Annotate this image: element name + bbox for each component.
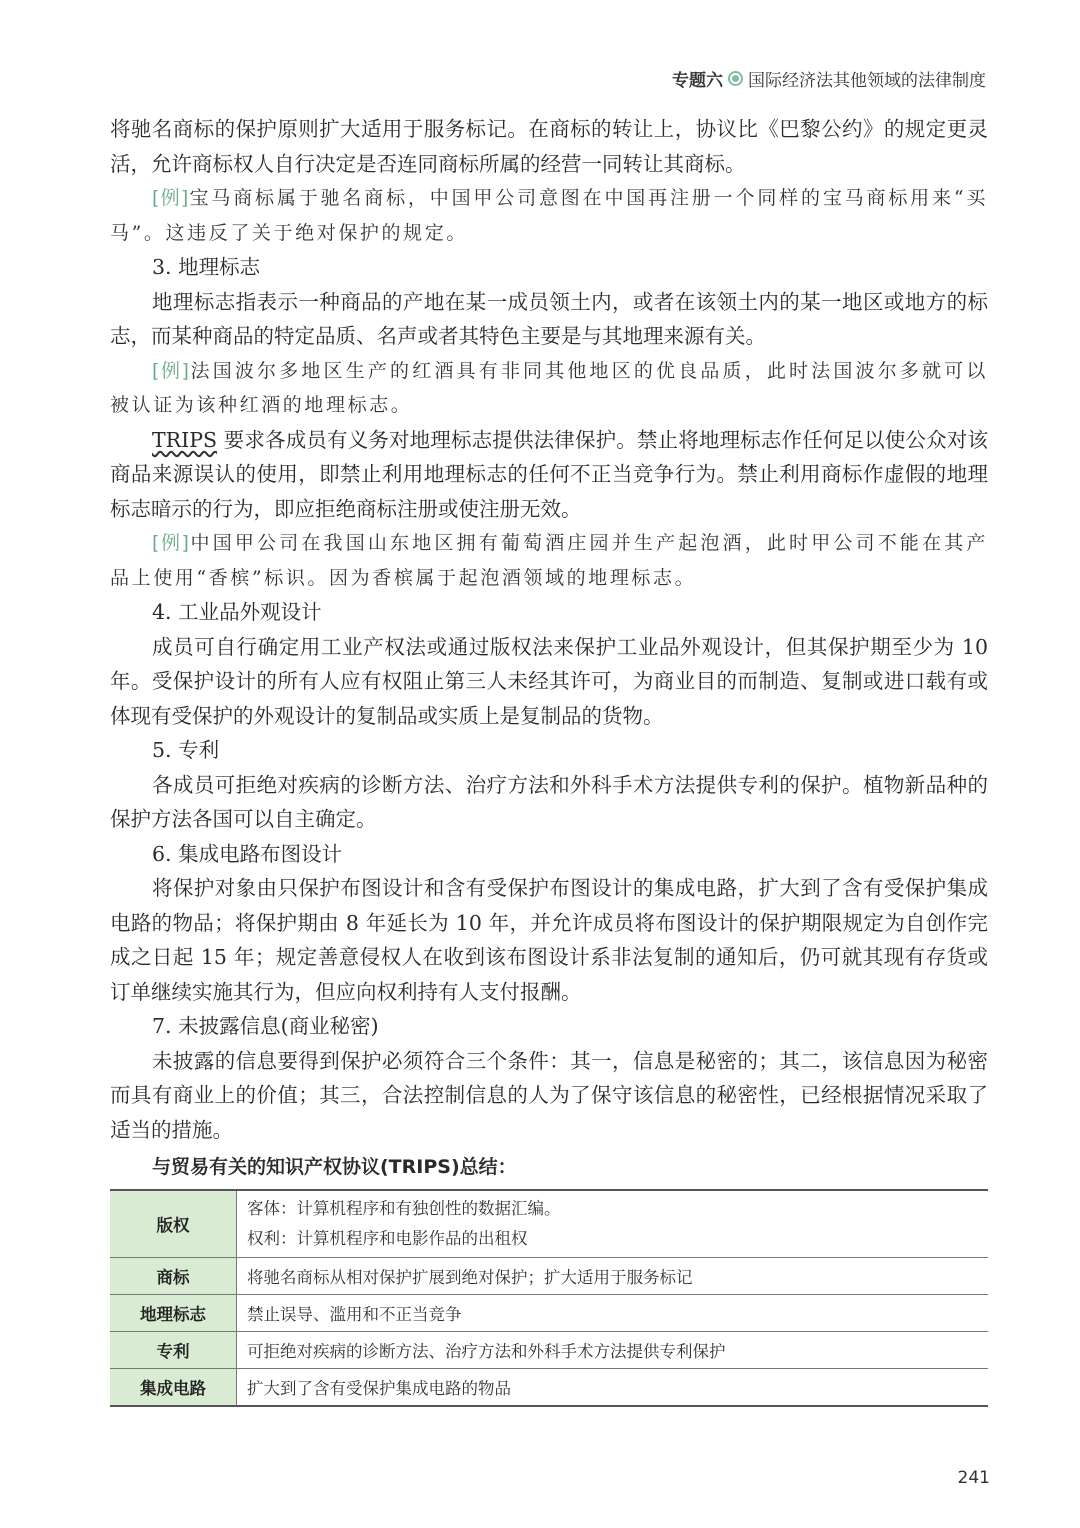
summary-title: 与贸易有关的知识产权协议(TRIPS)总结： — [152, 1156, 517, 1178]
category-cell: 商标 — [110, 1258, 237, 1295]
category-cell: 版权 — [110, 1190, 237, 1258]
example-tag: [例] — [152, 187, 190, 209]
running-header — [672, 66, 986, 91]
section-heading-patent: 5. 专利 — [152, 738, 220, 762]
category-cell: 专利 — [110, 1332, 237, 1369]
example-bmw — [110, 181, 988, 250]
example-tag: [例] — [152, 532, 190, 554]
summary-table — [110, 1189, 988, 1407]
table-row — [110, 1332, 988, 1369]
page-number: 241 — [957, 1468, 990, 1488]
description-cell — [237, 1190, 989, 1258]
paragraph-text: 要求各成员有义务对地理标志提供法律保护。禁止将地理标志作任何足以使公众对该商品来源误认的使用，即禁止利用地理标志的任何不正当竞争行为。禁止利用商标作虚假的地理标志暗示的行为，即应拒绝商标注册或使注册无效。 — [110, 427, 988, 521]
description-cell: 扩大到了含有受保护集成电路的物品 — [247, 1379, 511, 1398]
table-row — [110, 1258, 988, 1295]
description-line: 客体：计算机程序和有独创性的数据汇编。 — [247, 1199, 561, 1218]
paragraph-design: 成员可自行确定用工业产权法或通过版权法来保护工业品外观设计，但其保护期至少为 10 年。受保护设计的所有人应有权阻止第三人未经其许可，为商业目的而制造、复制或进口载有或体现有受保护的外观设计的复制品或实质上是复制品的货物。 — [110, 634, 988, 728]
table-row — [110, 1295, 988, 1332]
paragraph-secret: 未披露的信息要得到保护必须符合三个条件：其一，信息是秘密的；其二，该信息因为秘密而具有商业上的价值；其三，合法控制信息的人为了保守该信息的秘密性，已经根据情况采取了适当的措施。 — [110, 1048, 988, 1142]
section-heading-circuit: 6. 集成电路布图设计 — [152, 841, 343, 866]
circle-bullet-icon — [728, 71, 743, 86]
description-cell: 可拒绝对疾病的诊断方法、治疗方法和外科手术方法提供专利保护 — [237, 1332, 989, 1369]
description-line: 权利：计算机程序和电影作品的出租权 — [247, 1229, 528, 1248]
example-text: 法国波尔多地区生产的红酒具有非同其他地区的优良品质，此时法国波尔多就可以被认证为该种红酒的地理标志。 — [110, 359, 988, 416]
section-heading-design: 4. 工业品外观设计 — [152, 600, 322, 624]
section-heading-geo: 3. 地理标志 — [152, 255, 261, 279]
header-title: 国际经济法其他领域的法律制度 — [748, 71, 986, 91]
paragraph-circuit: 将保护对象由只保护布图设计和含有受保护布图设计的集成电路，扩大到了含有受保护集成电路的物品；将保护期由 8 年延长为 10 年，并允许成员将布图设计的保护期限规定为自创作完成之日起 15 年；规定善意侵权人在收到该布图设计系非法复制的通知后，仍可就其现有存货或订单继续实施其行为，但应向权利持有人支付报酬。 — [110, 876, 988, 1004]
example-champagne — [110, 526, 988, 595]
description-cell: 禁止误导、滥用和不正当竞争 — [237, 1295, 989, 1332]
example-bordeaux — [110, 354, 988, 423]
category-cell: 集成电路 — [110, 1369, 237, 1407]
description-cell: 将驰名商标从相对保护扩展到绝对保护；扩大适用于服务标记 — [237, 1258, 989, 1295]
page-body — [110, 112, 988, 1407]
example-text: 中国甲公司在我国山东地区拥有葡萄酒庄园并生产起泡酒，此时甲公司不能在其产品上使用“香槟”标识。因为香槟属于起泡酒领域的地理标志。 — [110, 532, 988, 589]
example-text: 宝马商标属于驰名商标，中国甲公司意图在中国再注册一个同样的宝马商标用来“买马”。这违反了关于绝对保护的规定。 — [110, 187, 989, 244]
section-heading-secret: 7. 未披露信息(商业秘密) — [152, 1014, 379, 1038]
category-cell: 地理标志 — [110, 1295, 237, 1332]
paragraph-trademark-continued: 将驰名商标的保护原则扩大适用于服务标记。在商标的转让上，协议比《巴黎公约》的规定更灵活，允许商标权人自行决定是否连同商标所属的经营一同转让其商标。 — [110, 117, 988, 176]
table-row — [110, 1369, 988, 1407]
trips-term: TRIPS — [152, 427, 218, 452]
header-topic: 专题六 — [672, 71, 723, 91]
example-tag: [例] — [152, 359, 190, 382]
paragraph-patent: 各成员可拒绝对疾病的诊断方法、治疗方法和外科手术方法提供专利的保护。植物新品种的保护方法各国可以自主确定。 — [110, 772, 988, 831]
paragraph-geo-definition: 地理标志指表示一种商品的产地在某一成员领土内，或者在该领土内的某一地区或地方的标志，而某种商品的特定品质、名声或者其特色主要是与其地理来源有关。 — [110, 289, 988, 348]
paragraph-trips-geo — [110, 423, 988, 527]
table-row — [110, 1190, 988, 1258]
